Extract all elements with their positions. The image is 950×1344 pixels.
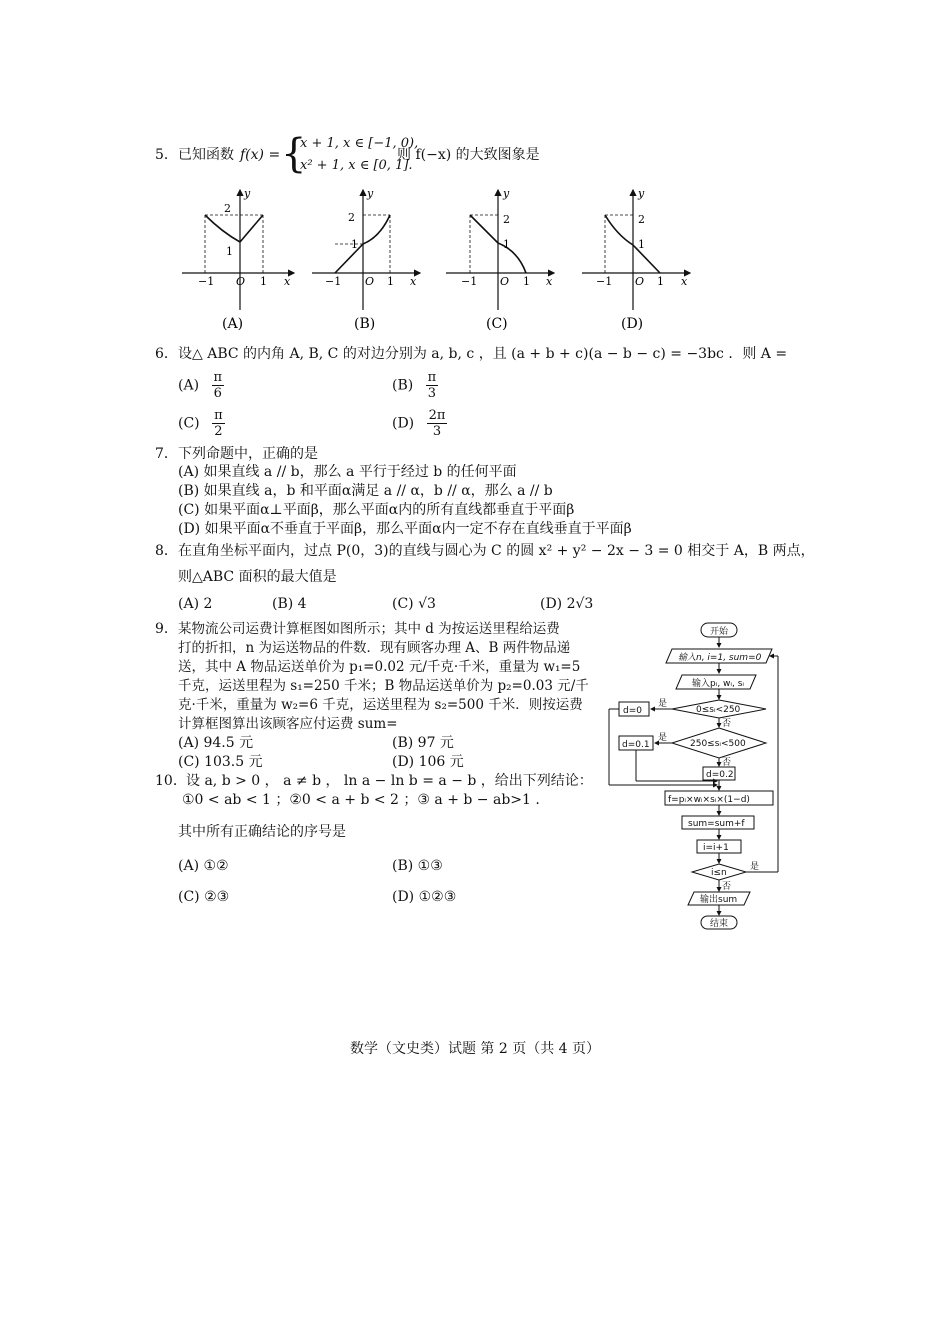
q6-option-c-den: 2 xyxy=(214,424,223,439)
q6-option-b-num: π xyxy=(427,370,437,385)
q8-option-c: (C) √3 xyxy=(392,596,436,612)
graph-a-one: 1 xyxy=(226,245,233,258)
fc-d0: d=0 xyxy=(623,706,642,716)
fc-end: 结束 xyxy=(710,919,729,929)
graph-d-pos1: 1 xyxy=(657,275,664,288)
q8-number: 8． xyxy=(155,543,178,559)
fc-cond3: i≤n xyxy=(711,868,727,878)
q8-option-b: (B) 4 xyxy=(272,596,307,612)
graph-c-pos1: 1 xyxy=(523,275,530,288)
q10-stem-line1: 设 a, b > 0 ， a ≠ b ， ln a − ln b = a − b ，给出下列结论： xyxy=(186,773,593,789)
fc-cond2: 250≤sᵢ<500 xyxy=(690,739,746,749)
fc-d01: d=0.1 xyxy=(622,740,650,750)
q6-option-b xyxy=(392,370,438,401)
q9-option-d: (D) 106 元 xyxy=(392,754,464,770)
q5-fx: f(x) = xyxy=(240,147,281,163)
fc-input1: 输入n, i=1, sum=0 xyxy=(678,653,762,663)
graph-c-one: 1 xyxy=(503,238,510,251)
graph-b-one: 1 xyxy=(351,238,358,251)
q6-option-a-label: (A) xyxy=(178,377,200,394)
q9-line3: 送，其中 A 物品运送单价为 p₁=0.02 元/千克·千米，重量为 w₁=5 xyxy=(178,659,581,675)
q10-option-a: (A) ①② xyxy=(178,858,229,874)
graph-c-ylabel: y xyxy=(503,187,510,200)
q5-stem-after: 则 f(−x) 的大致图象是 xyxy=(397,147,540,163)
graph-c-two: 2 xyxy=(503,213,510,226)
graph-d-two: 2 xyxy=(638,213,645,226)
q5-stem-before: 已知函数 xyxy=(178,147,234,163)
q8-stem-line1: 在直角坐标平面内，过点 P(0，3)的直线与圆心为 C 的圆 x² + y² − 2x − 3 = 0 相交于 A，B 两点， xyxy=(178,543,815,559)
q9-option-c: (C) 103.5 元 xyxy=(178,754,263,770)
q10-option-c: (C) ②③ xyxy=(178,889,230,905)
q6-number: 6． xyxy=(155,346,178,362)
graph-b-origin: O xyxy=(365,275,375,288)
graph-b-neg1: −1 xyxy=(325,275,342,288)
q6-option-b-label: (B) xyxy=(392,377,414,394)
q6-option-c-label: (C) xyxy=(178,415,200,432)
q6-option-d xyxy=(392,408,447,439)
q9-number: 9． xyxy=(155,621,178,637)
graph-d-label: (D) xyxy=(621,316,644,332)
q7-option-d: (D) 如果平面α不垂直于平面β，那么平面α内一定不存在直线垂直于平面β xyxy=(178,521,632,537)
q9-option-a: (A) 94.5 元 xyxy=(178,735,254,751)
q7-stem: 下列命题中，正确的是 xyxy=(178,446,318,462)
fc-yes-2: 是 xyxy=(658,733,668,743)
graph-d xyxy=(582,187,690,332)
graph-c-neg1: −1 xyxy=(461,275,478,288)
q10-stem-line3: 其中所有正确结论的序号是 xyxy=(178,824,346,840)
q10-number: 10． xyxy=(155,773,187,789)
fc-inc: i=i+1 xyxy=(703,843,729,853)
q7-option-b: (B) 如果直线 a，b 和平面α满足 a // α，b // α，那么 a // b xyxy=(178,483,553,499)
fc-output: 输出sum xyxy=(700,895,738,905)
q5-number: 5． xyxy=(155,147,178,163)
q6-option-d-num: 2π xyxy=(428,408,446,423)
fc-yes-1: 是 xyxy=(658,699,668,709)
graph-d-ylabel: y xyxy=(638,187,645,200)
graph-a-two: 2 xyxy=(224,202,231,215)
q5-graphs xyxy=(170,185,700,345)
q6-stem: 设△ ABC 的内角 A, B, C 的对边分别为 a, b, c ，且 (a + b + c)(a − b − c) = −3bc ．则 A = xyxy=(178,346,788,362)
q9-line1: 某物流公司运费计算框图如图所示；其中 d 为按运送里程给运费 xyxy=(178,621,560,637)
fc-start: 开始 xyxy=(710,627,729,637)
fc-calc: f=pᵢ×wᵢ×sᵢ×(1−d) xyxy=(668,795,750,805)
q9-option-b: (B) 97 元 xyxy=(392,735,454,751)
fc-no-3: 否 xyxy=(722,882,732,892)
page-footer: 数学（文史类）试题 第 2 页（共 4 页） xyxy=(349,1041,601,1057)
q7-option-c: (C) 如果平面α⊥平面β，那么平面α内的所有直线都垂直于平面β xyxy=(178,502,575,518)
q10-stem-line2: ①0 < ab < 1 ；②0 < a + b < 2 ；③ a + b − ab>1 . xyxy=(182,792,540,808)
graph-b-xlabel: x xyxy=(410,275,417,288)
graph-a-origin: O xyxy=(236,275,246,288)
graph-b xyxy=(312,187,420,332)
q6-option-a-den: 6 xyxy=(213,386,222,401)
fc-input2: 输入pᵢ, wᵢ, sᵢ xyxy=(692,679,745,689)
q8-stem-line2: 则△ABC 面积的最大值是 xyxy=(178,569,337,585)
fc-d02: d=0.2 xyxy=(706,770,734,780)
q5-piece2: x² + 1, x ∈ [0, 1]. xyxy=(300,158,413,173)
graph-d-one: 1 xyxy=(638,238,645,251)
q6-option-a xyxy=(178,370,224,401)
fc-cond1: 0≤sᵢ<250 xyxy=(696,705,741,715)
q6-option-c xyxy=(178,408,225,439)
q6-option-c-num: π xyxy=(214,408,223,423)
fc-sum: sum=sum+f xyxy=(688,819,745,829)
q7-number: 7． xyxy=(155,446,178,462)
q8-option-d: (D) 2√3 xyxy=(540,596,594,612)
graph-d-origin: O xyxy=(635,275,645,288)
fc-no-2: 否 xyxy=(722,758,732,768)
graph-a-neg1: −1 xyxy=(198,275,215,288)
graph-b-two: 2 xyxy=(348,211,355,224)
graph-c xyxy=(446,187,554,332)
graph-d-xlabel: x xyxy=(681,275,688,288)
graph-a xyxy=(182,187,294,332)
q10-option-b: (B) ①③ xyxy=(392,858,443,874)
q7-option-a: (A) 如果直线 a // b，那么 a 平行于经过 b 的任何平面 xyxy=(178,464,517,480)
graph-c-origin: O xyxy=(500,275,510,288)
graph-a-xlabel: x xyxy=(284,275,291,288)
graph-c-label: (C) xyxy=(486,316,508,332)
q9-line5: 克·千米，重量为 w₂=6 千克，运送里程为 s₂=500 千米．则按运费 xyxy=(178,697,583,713)
q6-option-a-num: π xyxy=(213,370,223,385)
q9-line4: 千克，运送里程为 s₁=250 千米；B 物品运送单价为 p₂=0.03 元/千 xyxy=(178,678,589,694)
flowchart xyxy=(600,615,800,935)
graph-a-ylabel: y xyxy=(244,187,251,200)
q8-option-a: (A) 2 xyxy=(178,596,213,612)
graph-b-label: (B) xyxy=(354,316,376,332)
fc-no-1: 否 xyxy=(722,719,732,729)
q10-option-d: (D) ①②③ xyxy=(392,889,457,905)
graph-a-pos1: 1 xyxy=(260,275,267,288)
q5-piece1: x + 1, x ∈ [−1, 0), xyxy=(300,136,419,151)
fc-yes-3: 是 xyxy=(750,862,760,872)
q9-line2: 打的折扣，n 为运送物品的件数．现有顾客办理 A、B 两件物品递 xyxy=(178,640,571,656)
q9-line6: 计算框图算出该顾客应付运费 sum= xyxy=(178,716,398,732)
graph-d-neg1: −1 xyxy=(596,275,613,288)
q6-option-d-den: 3 xyxy=(432,424,442,439)
q6-option-d-label: (D) xyxy=(392,415,415,432)
graph-b-pos1: 1 xyxy=(387,275,394,288)
graph-b-ylabel: y xyxy=(367,187,374,200)
q6-option-b-den: 3 xyxy=(427,386,437,401)
graph-c-xlabel: x xyxy=(546,275,553,288)
q5-brace: { xyxy=(281,131,307,177)
graph-a-label: (A) xyxy=(222,316,244,332)
